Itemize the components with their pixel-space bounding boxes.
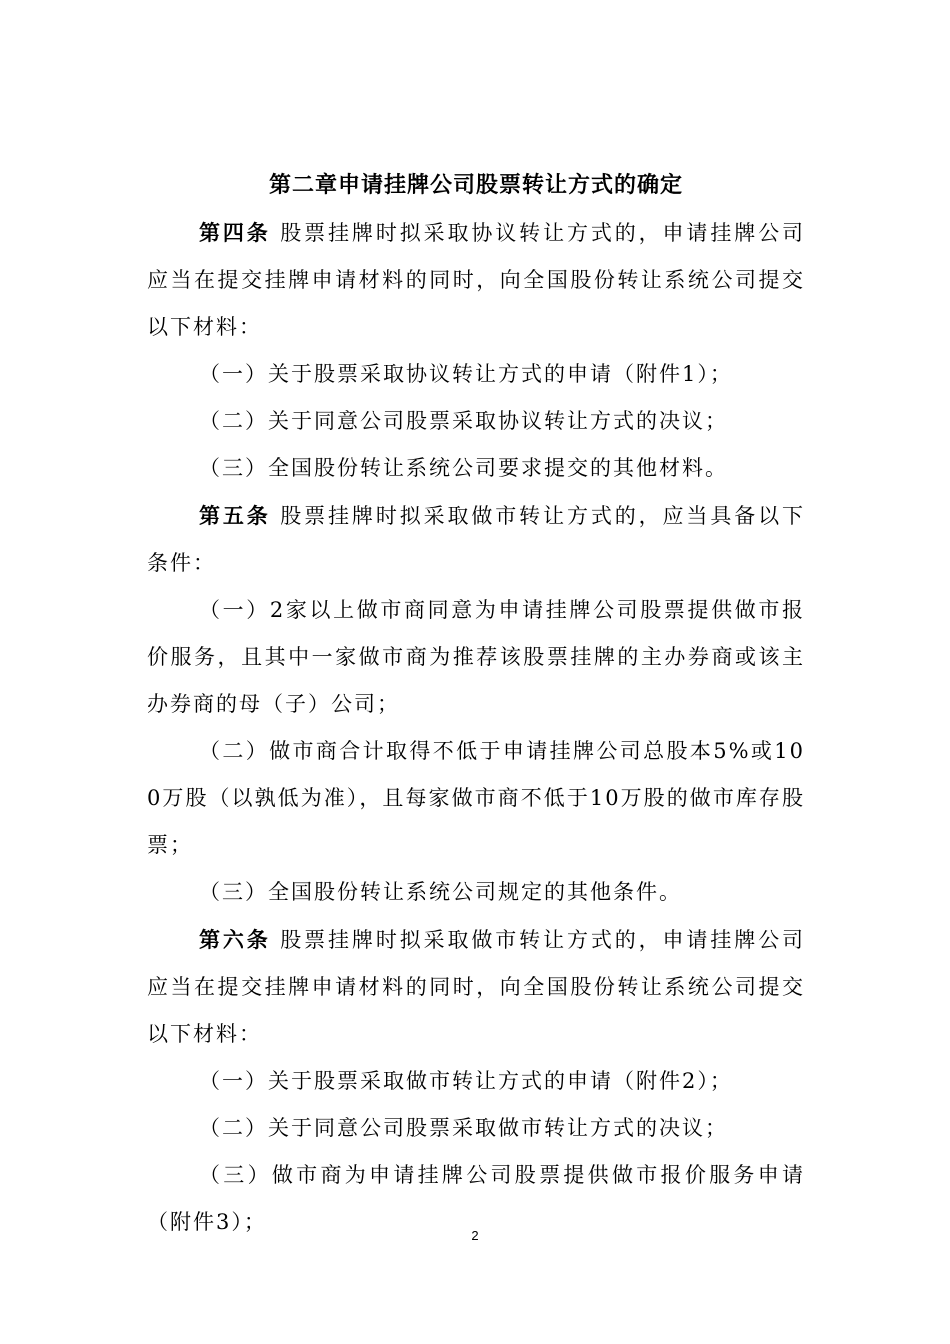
article-5-paragraph (147, 492, 805, 587)
paragraph-text: 股票挂牌时拟采取做市转让方式的，应当具备以下条件： (147, 504, 805, 575)
paragraph-text: （一）关于股票采取做市转让方式的申请（附件2）； (199, 1069, 733, 1093)
list-item (147, 728, 805, 869)
article-6-paragraph (147, 916, 805, 1058)
list-item (147, 587, 805, 728)
paragraph-text: （二）做市商合计取得不低于申请挂牌公司总股本5%或100万股（以孰低为准），且每家做市商不低于10万股的做市库存股票； (147, 739, 805, 857)
paragraph-text: （三）全国股份转让系统公司规定的其他条件。 (199, 880, 682, 904)
document-body (147, 162, 805, 1246)
list-item (147, 1058, 805, 1105)
article-number: 第六条 (199, 927, 271, 952)
list-item (147, 445, 805, 492)
paragraph-text: （二）关于同意公司股票采取协议转让方式的决议； (199, 409, 728, 433)
paragraph-text: 股票挂牌时拟采取协议转让方式的，申请挂牌公司应当在提交挂牌申请材料的同时，向全国股份转让系统公司提交以下材料： (147, 221, 805, 339)
list-item (147, 351, 805, 398)
article-4-paragraph (147, 209, 805, 351)
paragraph-text: （一）2家以上做市商同意为申请挂牌公司股票提供做市报价服务，且其中一家做市商为推荐该股票挂牌的主办券商或该主办券商的母（子）公司； (147, 598, 805, 716)
article-number: 第五条 (199, 503, 271, 528)
paragraph-text: （二）关于同意公司股票采取做市转让方式的决议； (199, 1116, 728, 1140)
paragraph-text: （三）做市商为申请挂牌公司股票提供做市报价服务申请（附件3）； (147, 1163, 805, 1234)
page-number: 2 (471, 1228, 479, 1243)
chapter-title: 第二章申请挂牌公司股票转让方式的确定 (268, 172, 683, 198)
list-item (147, 1105, 805, 1152)
list-item (147, 398, 805, 445)
paragraph-text: （一）关于股票采取协议转让方式的申请（附件1）； (199, 362, 733, 386)
list-item (147, 869, 805, 916)
paragraph-text: （三）全国股份转让系统公司要求提交的其他材料。 (199, 456, 728, 480)
article-number: 第四条 (199, 220, 271, 245)
paragraph-text: 股票挂牌时拟采取做市转让方式的，申请挂牌公司应当在提交挂牌申请材料的同时，向全国股份转让系统公司提交以下材料： (147, 928, 805, 1046)
